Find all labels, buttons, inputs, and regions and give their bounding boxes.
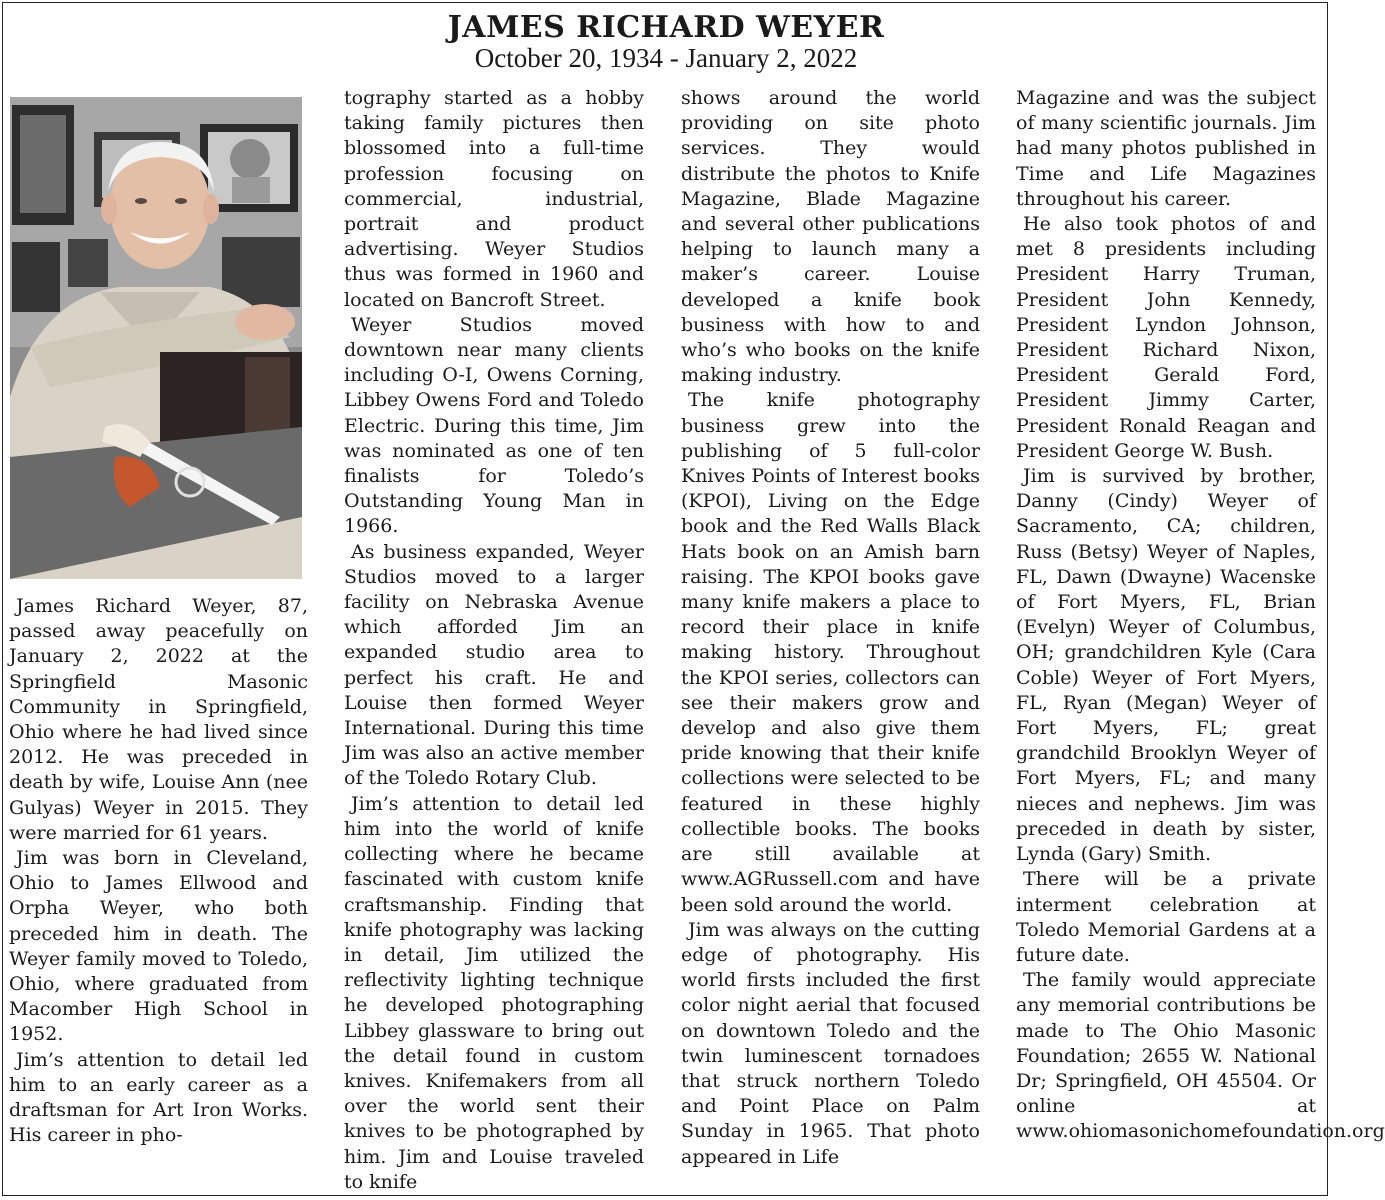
paragraph: Magazine and was the subject of many scientific journals. Jim had many photos published in Time and Life Magazines throughout his career. bbox=[1016, 87, 1316, 210]
paragraph: Jim is survived by brother, Danny (Cindy) Weyer of Sacramento, CA; children, Russ (Betsy) Weyer of Naples, FL, Dawn (Dwayne) Wacenske of Fort Myers, FL, Brian (Evelyn) Weyer of Columbus, OH; grandchildren Kyle (Cara Coble) Weyer of Fort Myers, FL, Ryan (Megan) Weyer of Fort Myers, FL; great grandchild Brooklyn Weyer of Fort Myers, FL; and many nieces and nephews. Jim was preceded in death by sister, Lynda (Gary) Smith. bbox=[1016, 465, 1316, 866]
text-column-1 bbox=[9, 594, 308, 1148]
paragraph: tography started as a hobby taking family pictures then blossomed into a full-time profession focusing on commercial, industrial, portrait and product advertising. Weyer Studios thus was formed in 1960 and located on Bancroft Street. bbox=[344, 87, 644, 311]
paragraph: As business expanded, Weyer Studios moved to a larger facility on Nebraska Avenue which afforded Jim an expanded studio area to perfect his craft. He and Louise then formed Weyer International. During this time Jim was also an active member of the Toledo Rotary Club. bbox=[344, 540, 644, 790]
paragraph: James Richard Weyer, 87, passed away peacefully on January 2, 2022 at the Springfield Masonic Community in Springfield, Ohio where he had lived since 2012. He was preceded in death by wife, Louise Ann (nee Gulyas) Weyer in 2015. They were married for 61 years. bbox=[9, 595, 308, 844]
paragraph: The knife photography business grew into the publishing of 5 full-color Knives Points of Interest books (KPOI), Living on the Edge book and the Red Walls Black Hats book on an Amish barn raising. The KPOI books gave many knife makers a place to record their place in knife making history. Throughout the KPOI series, collectors can see their makers grow and develop and also give them pride knowing that their knife collections were selected to be featured in these highly collectible books. The books are still available at www.AGRussell.com and have been sold around the world. bbox=[681, 389, 980, 916]
paragraph: Jim’s attention to detail led him into the world of knife collecting where he became fascinated with custom knife craftsmanship. Finding that knife photography was lacking in detail, Jim utilized the reflectivity lighting technique he developed photographing Libbey glassware to bring out the detail found in custom knives. Knifemakers from all over the world sent their knives to be photographed by him. Jim and Louise traveled to knife bbox=[344, 792, 644, 1193]
paragraph: There will be a private interment celebration at Toledo Memorial Gardens at a future date. bbox=[1016, 868, 1316, 966]
obituary-name: JAMES RICHARD WEYER bbox=[447, 10, 885, 45]
paragraph: Weyer Studios moved downtown near many clients including O-I, Owens Corning, Libbey Owens Ford and Toledo Electric. During this time, Jim was nominated as one of ten finalists for Toledo’s Outstanding Young Man in 1966. bbox=[344, 313, 644, 538]
text-column-3 bbox=[681, 86, 980, 1170]
portrait-photo bbox=[10, 97, 302, 579]
obituary-dates: October 20, 1934 - January 2, 2022 bbox=[474, 43, 858, 73]
paragraph: Jim was born in Cleveland, Ohio to James Ellwood and Orpha Weyer, who both preceded him in death. The Weyer family moved to Toledo, Ohio, where graduated from Macomber High School in 1952. bbox=[9, 847, 308, 1046]
paragraph: Jim was always on the cutting edge of photography. His world firsts included the first color night aerial that focused on downtown Toledo and the twin luminescent tornadoes that struck northern Toledo and Point Place on Palm Sunday in 1965. That photo appeared in Life bbox=[681, 918, 980, 1168]
paragraph: Jim’s attention to detail led him to an early career as a draftsman for Art Iron Works. His career in pho- bbox=[9, 1048, 308, 1147]
text-column-2 bbox=[344, 86, 644, 1195]
paragraph: The family would appreciate any memorial contributions be made to The Ohio Masonic Foundation; 2655 W. National Dr; Springfield, OH 45504. Or online at www.ohiomasonichomefoundation.org bbox=[1016, 969, 1385, 1143]
paragraph: He also took photos of and met 8 presidents including President Harry Truman, President John Kennedy, President Lyndon Johnson, President Richard Nixon, President Gerald Ford, President Jimmy Carter, President Ronald Reagan and President George W. Bush. bbox=[1016, 213, 1316, 462]
text-column-4 bbox=[1016, 86, 1385, 1145]
paragraph: shows around the world providing on site photo services. They would distribute the photos to Knife Magazine, Blade Magazine and several other publications helping to launch many a maker’s career. Louise developed a knife book business with how to and who’s who books on the knife making industry. bbox=[681, 87, 980, 387]
